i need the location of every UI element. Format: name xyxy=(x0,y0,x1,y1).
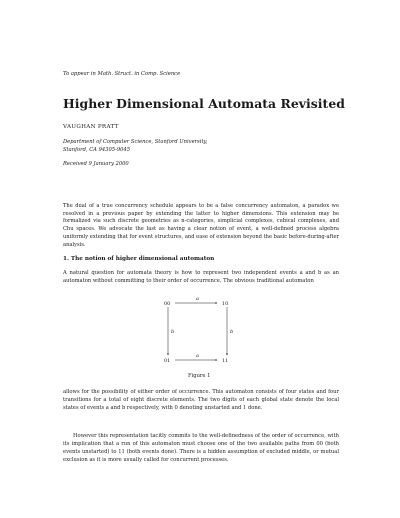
abstract: The dual of a true concurrency schedule appears to be a false concurrency automaton, a paradox we resolved in a previous paper by extending the latter to higher dimensions. This extension may be formalized via such discrete geometries as n-categories, simplicial complexes, cubical complexes, and Chu spaces. We advocate the last as having a clear notion of event, a well-defined process algebra uniformly extending that for event structures, and ease of extension beyond the basic before-during-after analysis. xyxy=(63,203,339,248)
affiliation-line-2: Stanford, CA 94305-9045 xyxy=(63,147,131,153)
received-date: Received 9 January 2000 xyxy=(63,161,129,167)
journal-note: To appear in Math. Struct. in Comp. Science xyxy=(63,71,181,77)
author-affiliation xyxy=(63,138,343,154)
affiliation-line-1: Department of Computer Science, Stanford University, xyxy=(63,139,208,145)
state-10: 10 xyxy=(222,301,229,307)
label-top-a: a xyxy=(196,296,199,302)
figure-caption: Figure 1 xyxy=(188,373,211,379)
paragraph-continuation: However this representation tacitly commits to the well-definedness of the order of occurrence, with its implication that a run of this automaton must choose one of the two available paths from 00 (both events unstarted) to 11 (both events done). There is a hidden assumption of excluded middle, or mutual exclusion as it is more usually called for concurrent processes. xyxy=(63,433,339,463)
paper-title: Higher Dimensional Automata Revisited xyxy=(63,96,345,111)
label-right-b: b xyxy=(230,329,234,335)
section-heading: 1. The notion of higher dimensional automaton xyxy=(63,256,215,262)
automaton-figure xyxy=(160,290,240,370)
label-left-b: b xyxy=(171,329,175,335)
state-11: 11 xyxy=(222,358,229,364)
author-name: VAUGHAN PRATT xyxy=(63,124,119,130)
paragraph-intro: A natural question for automata theory is how to represent two independent events a and b as an automaton without committing to their order of occurrence. The obvious traditional automaton xyxy=(63,270,339,284)
state-00: 00 xyxy=(164,301,171,307)
label-bottom-a: a xyxy=(196,353,199,359)
paragraph-explanation: allows for the possibility of either order of occurrence. This automaton consists of four states and four transitions for a total of eight discrete elements. The two digits of each global state denote the local states of events a and b respectively, with 0 denoting unstarted and 1 done. xyxy=(63,389,339,411)
state-01: 01 xyxy=(164,358,171,364)
